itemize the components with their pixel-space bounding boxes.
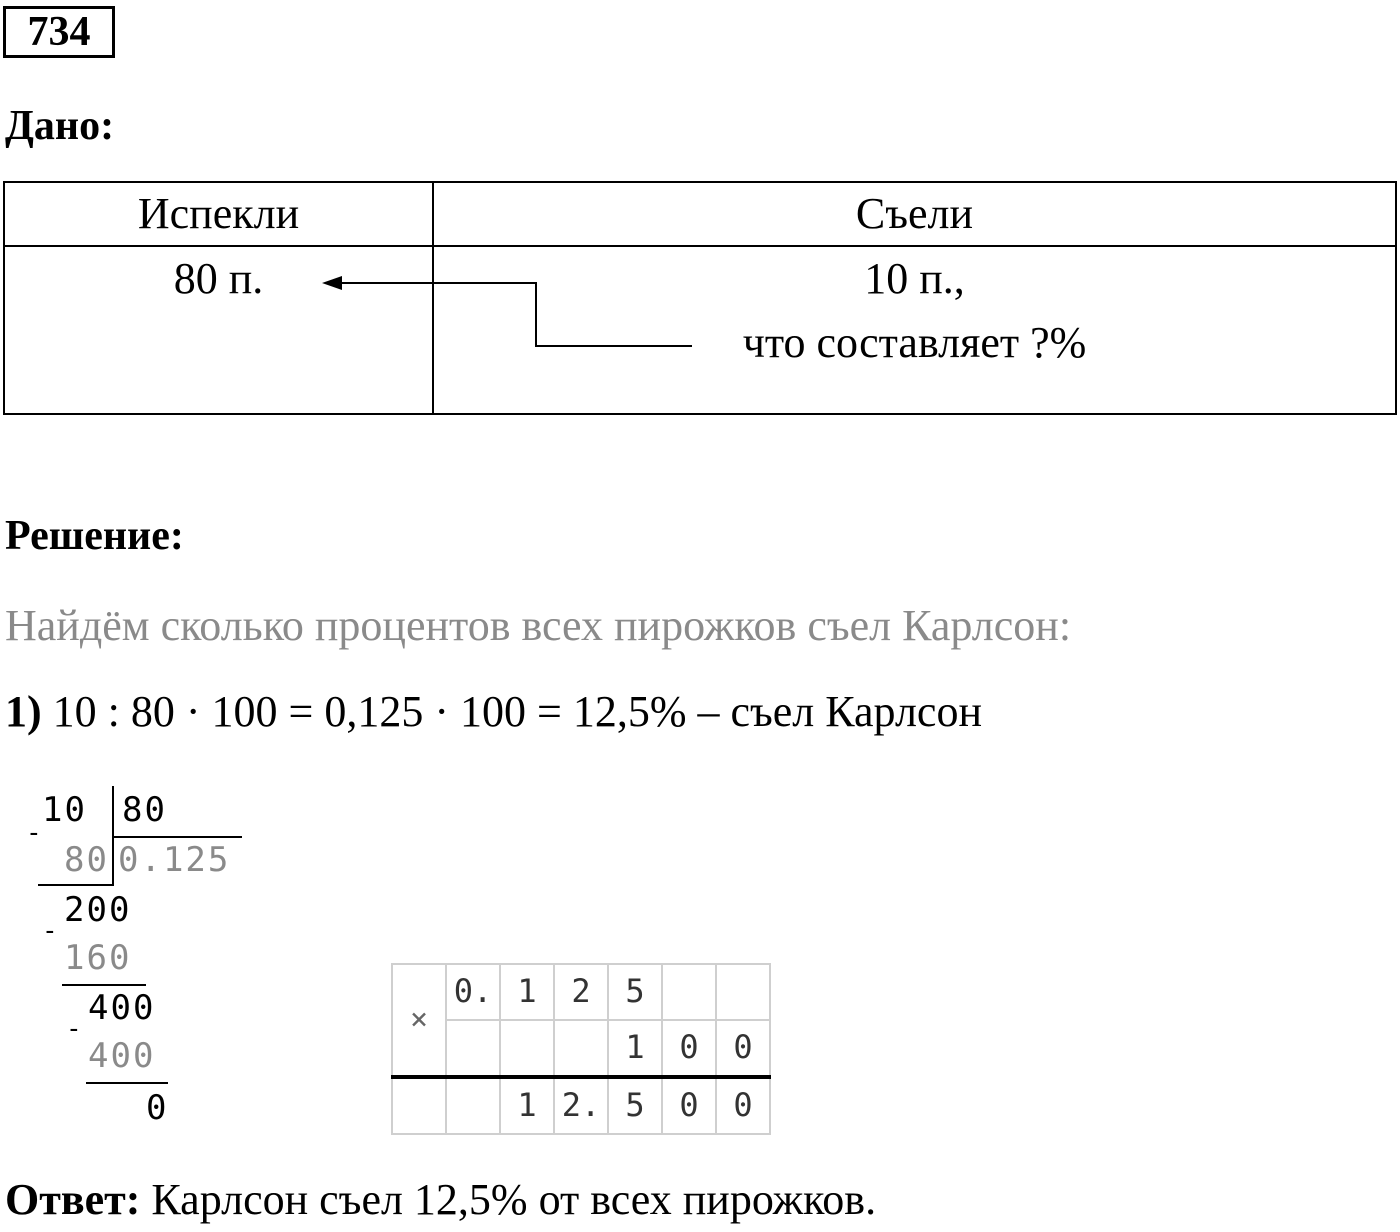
task-number: 734 xyxy=(3,6,115,58)
solution-step xyxy=(5,686,982,737)
arrow-connector xyxy=(0,0,1400,440)
minus-sign: - xyxy=(42,916,60,946)
division-divisor: 80 xyxy=(122,790,167,830)
step-text: 10 : 80 · 100 = 0,125 · 100 = 12,5% – съел Карлсон xyxy=(41,687,982,736)
mult-cell xyxy=(392,1077,446,1134)
division-line: 400 xyxy=(88,1036,156,1076)
mult-cell xyxy=(716,964,770,1020)
mult-cell xyxy=(554,1020,608,1077)
arrow-head-icon xyxy=(322,276,342,290)
given-heading: Дано: xyxy=(5,103,115,149)
mult-cell: 5 xyxy=(608,964,662,1020)
mult-cell: 1 xyxy=(500,1077,554,1134)
mult-cell: 2. xyxy=(554,1077,608,1134)
mult-cell xyxy=(446,1077,500,1134)
division-line: 160 xyxy=(64,938,132,978)
mult-cell: 0 xyxy=(716,1020,770,1077)
answer-label: Ответ: xyxy=(5,1175,141,1224)
minus-sign: - xyxy=(66,1014,84,1044)
answer xyxy=(5,1174,876,1225)
division-line: 80 xyxy=(64,840,109,880)
division-dividend: 10 xyxy=(42,790,87,830)
multiplication-table xyxy=(391,963,771,1135)
division-line: 0 xyxy=(146,1088,169,1128)
eaten-question: что составляет ?% xyxy=(742,318,1087,367)
mult-cell: 1 xyxy=(500,964,554,1020)
mult-cell: 2 xyxy=(554,964,608,1020)
mult-cell: 0 xyxy=(662,1077,716,1134)
division-line: 200 xyxy=(64,890,132,930)
mult-cell: 0. xyxy=(446,964,500,1020)
mult-cell: 5 xyxy=(608,1077,662,1134)
solution-heading: Решение: xyxy=(5,513,184,559)
header-eaten: Съели xyxy=(433,182,1396,246)
baked-value: 80 п. xyxy=(173,254,264,303)
mult-cell xyxy=(662,964,716,1020)
mult-cell: 0 xyxy=(716,1077,770,1134)
step-number: 1) xyxy=(5,687,42,736)
division-line: 400 xyxy=(88,988,156,1028)
eaten-value: 10 п., xyxy=(864,254,965,303)
mult-cell: 0 xyxy=(662,1020,716,1077)
long-division xyxy=(0,780,260,1130)
mult-cell: 1 xyxy=(608,1020,662,1077)
header-baked: Испекли xyxy=(4,182,433,246)
solution-intro: Найдём сколько процентов всех пирожков съел Карлсон: xyxy=(5,601,1072,650)
division-quotient: 0.125 xyxy=(118,840,231,880)
multiply-sign: × xyxy=(392,964,446,1077)
mult-cell xyxy=(446,1020,500,1077)
minus-sign: - xyxy=(26,818,44,848)
mult-cell xyxy=(500,1020,554,1077)
answer-text: Карлсон съел 12,5% от всех пирожков. xyxy=(140,1175,877,1224)
